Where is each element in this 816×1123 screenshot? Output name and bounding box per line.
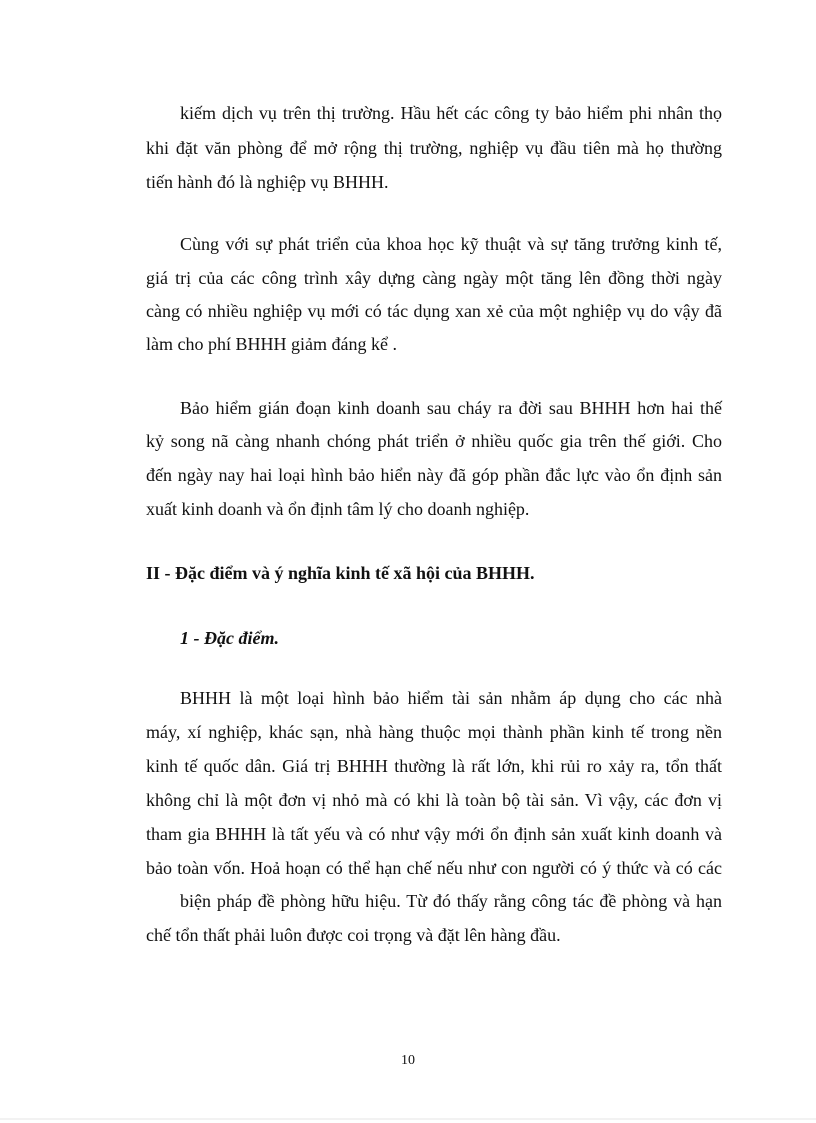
paragraph-2-line-1: Cùng với sự phát triển của khoa học kỹ thuật và sự tăng trưởng kinh tế, <box>180 234 722 254</box>
paragraph-2-line-4: làm cho phí BHHH giảm đáng kể . <box>146 334 397 354</box>
paragraph-4-line-5: tham gia BHHH là tất yếu và có như vậy mới ổn định sản xuất kinh doanh và <box>146 824 722 844</box>
paragraph-2-line-2: giá trị của các công trình xây dựng càng ngày một tăng lên đồng thời ngày <box>146 268 722 288</box>
subsection-heading: 1 - Đặc điểm. <box>180 628 279 648</box>
paragraph-3-line-3: đến ngày nay hai loại hình bảo hiển này đã góp phần đắc lực vào ổn định sản <box>146 465 722 485</box>
paragraph-4-line-6: bảo toàn vốn. Hoả hoạn có thể hạn chế nếu như con người có ý thức và có các <box>146 858 722 878</box>
paragraph-3-line-2: kỷ song nã càng nhanh chóng phát triển ở nhiều quốc gia trên thế giới. Cho <box>146 431 722 451</box>
paragraph-1-line-1: kiếm dịch vụ trên thị trường. Hầu hết các công ty bảo hiểm phi nhân thọ <box>180 103 722 123</box>
paragraph-3-line-1: Bảo hiểm gián đoạn kinh doanh sau cháy ra đời sau BHHH hơn hai thế <box>180 398 722 418</box>
paragraph-4-line-4: không chỉ là một đơn vị nhỏ mà có khi là toàn bộ tài sản. Vì vậy, các đơn vị <box>146 790 722 810</box>
paragraph-4-line-3: kinh tế quốc dân. Giá trị BHHH thường là rất lớn, khi rủi ro xảy ra, tổn thất <box>146 756 722 776</box>
paragraph-1-line-3: tiến hành đó là nghiệp vụ BHHH. <box>146 172 389 192</box>
paragraph-4-line-7: biện pháp đề phòng hữu hiệu. Từ đó thấy rằng công tác đề phòng và hạn <box>180 891 722 911</box>
page-number: 10 <box>401 1053 415 1068</box>
paragraph-4-line-2: máy, xí nghiệp, khác sạn, nhà hàng thuộc mọi thành phần kinh tế trong nền <box>146 722 722 742</box>
paragraph-1-line-2: khi đặt văn phòng để mở rộng thị trường, nghiệp vụ đầu tiên mà họ thường <box>146 138 722 158</box>
paragraph-3-line-4: xuất kinh doanh và ổn định tâm lý cho doanh nghiệp. <box>146 499 530 519</box>
paragraph-4-line-8: chế tổn thất phải luôn được coi trọng và đặt lên hàng đầu. <box>146 925 561 945</box>
section-heading: II - Đặc điểm và ý nghĩa kinh tế xã hội của BHHH. <box>146 563 535 583</box>
page-bottom-edge <box>0 1118 816 1120</box>
paragraph-2-line-3: càng có nhiều nghiệp vụ mới có tác dụng xan xẻ của một nghiệp vụ do vậy đã <box>146 301 722 321</box>
paragraph-4-line-1: BHHH là một loại hình bảo hiểm tài sản nhằm áp dụng cho các nhà <box>180 688 722 708</box>
